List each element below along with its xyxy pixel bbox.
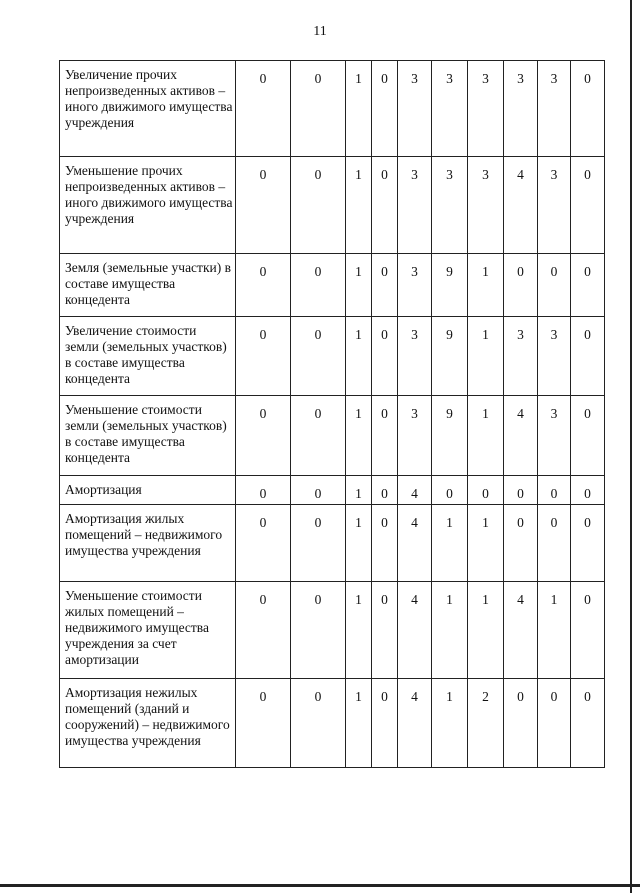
account-classifier-table (59, 60, 605, 768)
code-digit-cell: 0 (372, 679, 398, 768)
code-digit-cell: 1 (432, 679, 468, 768)
code-digit-cell: 1 (346, 254, 372, 317)
code-digit-cell: 1 (346, 61, 372, 157)
code-digit-cell: 1 (468, 317, 504, 396)
code-digit-cell: 0 (291, 254, 346, 317)
code-digit-cell: 0 (291, 582, 346, 679)
table-row (60, 317, 605, 396)
code-digit-cell: 0 (372, 582, 398, 679)
code-digit-cell: 3 (398, 61, 432, 157)
code-digit-cell: 1 (346, 505, 372, 582)
table-row (60, 582, 605, 679)
account-name-cell: Увеличение прочих непроизведенных активов – иного движимого имущества учреждения (60, 61, 236, 157)
account-name-cell: Амортизация нежилых помещений (зданий и сооружений) – недвижимого имущества учреждения (60, 679, 236, 768)
code-digit-cell: 9 (432, 317, 468, 396)
code-digit-cell: 0 (538, 679, 571, 768)
code-digit-cell: 0 (372, 505, 398, 582)
code-digit-cell: 0 (291, 157, 346, 254)
code-digit-cell: 3 (538, 61, 571, 157)
account-name-cell: Амортизация жилых помещений – недвижимого имущества учреждения (60, 505, 236, 582)
code-digit-cell: 1 (346, 582, 372, 679)
code-digit-cell: 0 (236, 679, 291, 768)
code-digit-cell: 3 (538, 317, 571, 396)
account-name-cell: Увеличение стоимости земли (земельных участков) в составе имущества концедента (60, 317, 236, 396)
code-digit-cell: 3 (432, 157, 468, 254)
table-row (60, 679, 605, 768)
code-digit-cell: 0 (372, 157, 398, 254)
code-digit-cell: 4 (504, 582, 538, 679)
code-digit-cell: 0 (538, 254, 571, 317)
code-digit-cell: 0 (571, 505, 605, 582)
code-digit-cell: 0 (236, 505, 291, 582)
code-digit-cell: 1 (346, 476, 372, 505)
code-digit-cell: 0 (571, 679, 605, 768)
code-digit-cell: 1 (538, 582, 571, 679)
code-digit-cell: 1 (468, 396, 504, 476)
code-digit-cell: 1 (346, 679, 372, 768)
code-digit-cell: 0 (504, 254, 538, 317)
code-digit-cell: 0 (504, 679, 538, 768)
table-row (60, 254, 605, 317)
code-digit-cell: 0 (571, 396, 605, 476)
code-digit-cell: 0 (236, 396, 291, 476)
code-digit-cell: 2 (468, 679, 504, 768)
code-digit-cell: 0 (291, 396, 346, 476)
table-row (60, 476, 605, 505)
code-digit-cell: 4 (504, 396, 538, 476)
code-digit-cell: 1 (346, 317, 372, 396)
code-digit-cell: 0 (538, 505, 571, 582)
code-digit-cell: 1 (432, 505, 468, 582)
code-digit-cell: 3 (398, 317, 432, 396)
table-row (60, 61, 605, 157)
code-digit-cell: 3 (398, 157, 432, 254)
code-digit-cell: 0 (571, 476, 605, 505)
code-digit-cell: 3 (468, 157, 504, 254)
code-digit-cell: 0 (372, 61, 398, 157)
code-digit-cell: 0 (236, 317, 291, 396)
code-digit-cell: 0 (372, 254, 398, 317)
account-name-cell: Уменьшение прочих непроизведенных активов – иного движимого имущества учреждения (60, 157, 236, 254)
code-digit-cell: 1 (346, 396, 372, 476)
code-digit-cell: 0 (571, 317, 605, 396)
code-digit-cell: 0 (291, 476, 346, 505)
code-digit-cell: 0 (468, 476, 504, 505)
code-digit-cell: 3 (432, 61, 468, 157)
code-digit-cell: 4 (398, 476, 432, 505)
code-digit-cell: 0 (504, 505, 538, 582)
code-digit-cell: 0 (571, 61, 605, 157)
code-digit-cell: 0 (372, 476, 398, 505)
account-name-cell: Уменьшение стоимости земли (земельных участков) в составе имущества концедента (60, 396, 236, 476)
code-digit-cell: 3 (538, 396, 571, 476)
code-digit-cell: 0 (236, 476, 291, 505)
code-digit-cell: 0 (291, 61, 346, 157)
code-digit-cell: 0 (291, 317, 346, 396)
code-digit-cell: 3 (504, 61, 538, 157)
code-digit-cell: 0 (432, 476, 468, 505)
account-name-cell: Уменьшение стоимости жилых помещений – недвижимого имущества учреждения за счет амортизации (60, 582, 236, 679)
code-digit-cell: 3 (538, 157, 571, 254)
table-row (60, 396, 605, 476)
code-digit-cell: 0 (372, 317, 398, 396)
code-digit-cell: 1 (468, 505, 504, 582)
table-row (60, 505, 605, 582)
scan-edge-right (630, 0, 632, 893)
page-number: 11 (313, 24, 327, 39)
code-digit-cell: 9 (432, 254, 468, 317)
code-digit-cell: 0 (571, 157, 605, 254)
code-digit-cell: 0 (236, 157, 291, 254)
code-digit-cell: 1 (346, 157, 372, 254)
code-digit-cell: 3 (468, 61, 504, 157)
code-digit-cell: 1 (432, 582, 468, 679)
code-digit-cell: 0 (504, 476, 538, 505)
code-digit-cell: 4 (504, 157, 538, 254)
account-name-cell: Амортизация (60, 476, 236, 505)
code-digit-cell: 1 (468, 582, 504, 679)
code-digit-cell: 1 (468, 254, 504, 317)
table-row (60, 157, 605, 254)
code-digit-cell: 0 (291, 679, 346, 768)
table-body (60, 61, 605, 768)
code-digit-cell: 0 (571, 254, 605, 317)
code-digit-cell: 3 (504, 317, 538, 396)
code-digit-cell: 4 (398, 679, 432, 768)
code-digit-cell: 3 (398, 396, 432, 476)
scan-edge-bottom (0, 884, 640, 887)
code-digit-cell: 9 (432, 396, 468, 476)
code-digit-cell: 3 (398, 254, 432, 317)
code-digit-cell: 0 (538, 476, 571, 505)
code-digit-cell: 0 (372, 396, 398, 476)
code-digit-cell: 0 (236, 61, 291, 157)
code-digit-cell: 4 (398, 505, 432, 582)
code-digit-cell: 4 (398, 582, 432, 679)
code-digit-cell: 0 (236, 254, 291, 317)
code-digit-cell: 0 (236, 582, 291, 679)
code-digit-cell: 0 (291, 505, 346, 582)
code-digit-cell: 0 (571, 582, 605, 679)
account-name-cell: Земля (земельные участки) в составе имущества концедента (60, 254, 236, 317)
